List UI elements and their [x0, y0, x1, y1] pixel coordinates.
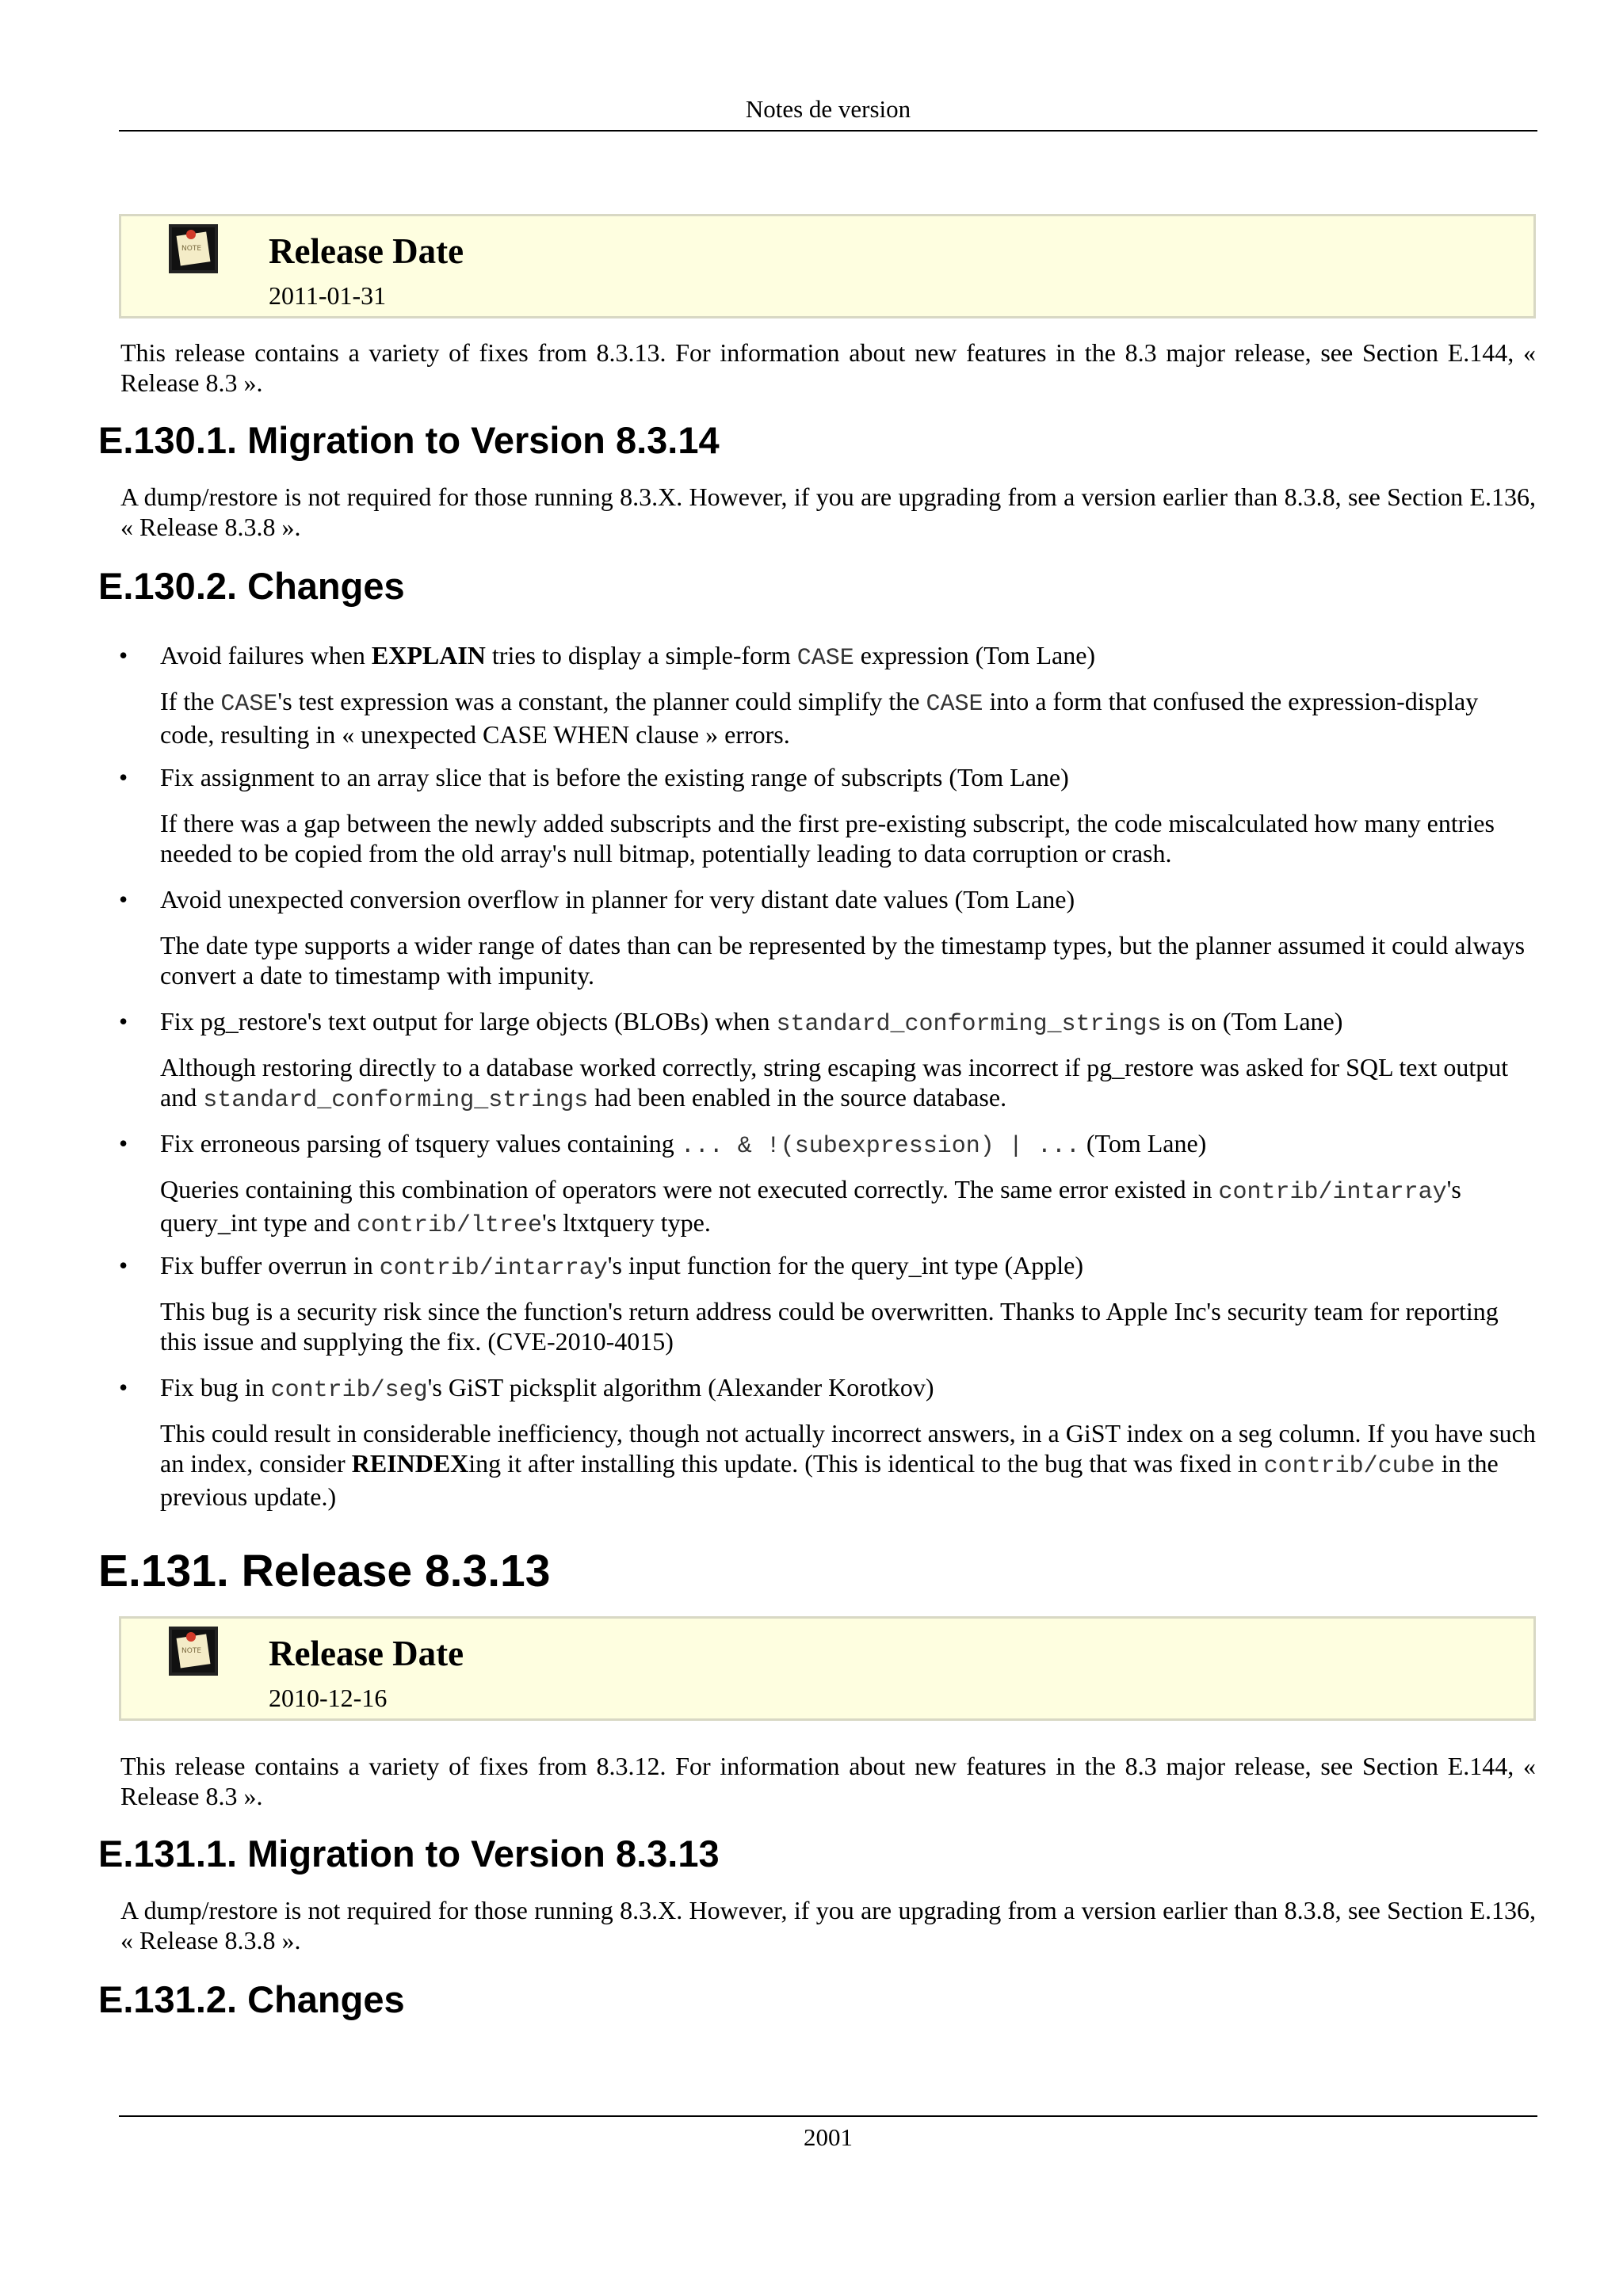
migration-text: A dump/restore is not required for those running 8.3.X. However, if you are upgrading from a version earlier than 8.3.8, see Section E.136, « Release 8.3.8 ». [120, 482, 1536, 541]
bullet: • [119, 1007, 128, 1035]
release-date-note [119, 214, 1536, 318]
bullet: • [119, 1373, 128, 1402]
change-item-description: This bug is a security risk since the function's return address could be overwritten. Thanks to Apple Inc's security team for reporting this issue and supplying the fix. (CVE-2010-4015) [160, 1297, 1499, 1356]
note-icon: NOTE [169, 224, 218, 273]
migration-heading: E.130.1. Migration to Version 8.3.14 [98, 419, 720, 461]
changes-heading: E.130.2. Changes [98, 565, 405, 607]
running-header: Notes de version [119, 93, 1537, 132]
bullet: • [119, 885, 128, 913]
bullet: • [119, 641, 128, 669]
change-item-description: This could result in considerable inefficiency, though not actually incorrect answers, in a GiST index on a seg column. If you have such an index, consider REINDEXing it after installing this update. (This is identical to the bug that was fixed in contrib/cube in the previous update.) [160, 1419, 1536, 1511]
note-date: 2010-12-16 [269, 1684, 388, 1712]
change-item-title: Fix assignment to an array slice that is before the existing range of subscripts (Tom Lane) [160, 763, 1069, 791]
note-date: 2011-01-31 [269, 281, 387, 310]
release-heading: E.131. Release 8.3.13 [98, 1546, 551, 1596]
page-number: 2001 [119, 2115, 1537, 2153]
release-intro: This release contains a variety of fixes from 8.3.12. For information about new features in the 8.3 major release, see Section E.144, « Release 8.3 ». [120, 1752, 1536, 1810]
note-title: Release Date [269, 231, 464, 271]
migration-text: A dump/restore is not required for those running 8.3.X. However, if you are upgrading from a version earlier than 8.3.8, see Section E.136, « Release 8.3.8 ». [120, 1896, 1536, 1955]
change-item-title: Fix bug in contrib/seg's GiST picksplit algorithm (Alexander Korotkov) [160, 1373, 934, 1404]
change-item-title: Fix pg_restore's text output for large objects (BLOBs) when standard_conforming_strings is on (Tom Lane) [160, 1007, 1343, 1038]
migration-heading: E.131.1. Migration to Version 8.3.13 [98, 1833, 720, 1875]
note-title: Release Date [269, 1634, 464, 1673]
change-item-description: If the CASE's test expression was a constant, the planner could simplify the CASE into a form that confused the expression-display code, resulting in « unexpected CASE WHEN clause » errors. [160, 687, 1479, 749]
change-item-description: Although restoring directly to a database worked correctly, string escaping was incorrect if pg_restore was asked for SQL text output and standard_conforming_strings had been enabled in the source database. [160, 1053, 1509, 1114]
change-item-title: Avoid failures when EXPLAIN tries to display a simple-form CASE expression (Tom Lane) [160, 641, 1096, 672]
note-icon: NOTE [169, 1627, 218, 1676]
bullet: • [119, 763, 128, 791]
bullet: • [119, 1129, 128, 1158]
change-item-description: Queries containing this combination of operators were not executed correctly. The same error existed in contrib/intarray's query_int type and contrib/ltree's ltxtquery type. [160, 1175, 1461, 1239]
release-intro: This release contains a variety of fixes from 8.3.13. For information about new features in the 8.3 major release, see Section E.144, « Release 8.3 ». [120, 338, 1536, 397]
bullet: • [119, 1251, 128, 1280]
change-item-description: The date type supports a wider range of dates than can be represented by the timestamp types, but the planner assumed it could always convert a date to timestamp with impunity. [160, 931, 1526, 990]
change-item-title: Avoid unexpected conversion overflow in planner for very distant date values (Tom Lane) [160, 885, 1075, 913]
change-item-title: Fix buffer overrun in contrib/intarray's input function for the query_int type (Apple) [160, 1251, 1084, 1282]
change-item-title: Fix erroneous parsing of tsquery values containing ... & !(subexpression) | ... (Tom Lane) [160, 1129, 1207, 1160]
changes-heading: E.131.2. Changes [98, 1978, 405, 2020]
change-item-description: If there was a gap between the newly added subscripts and the first pre-existing subscript, the code miscalculated how many entries needed to be copied from the old array's null bitmap, potentially leading to data corruption or crash. [160, 809, 1495, 868]
release-date-note [119, 1616, 1536, 1721]
